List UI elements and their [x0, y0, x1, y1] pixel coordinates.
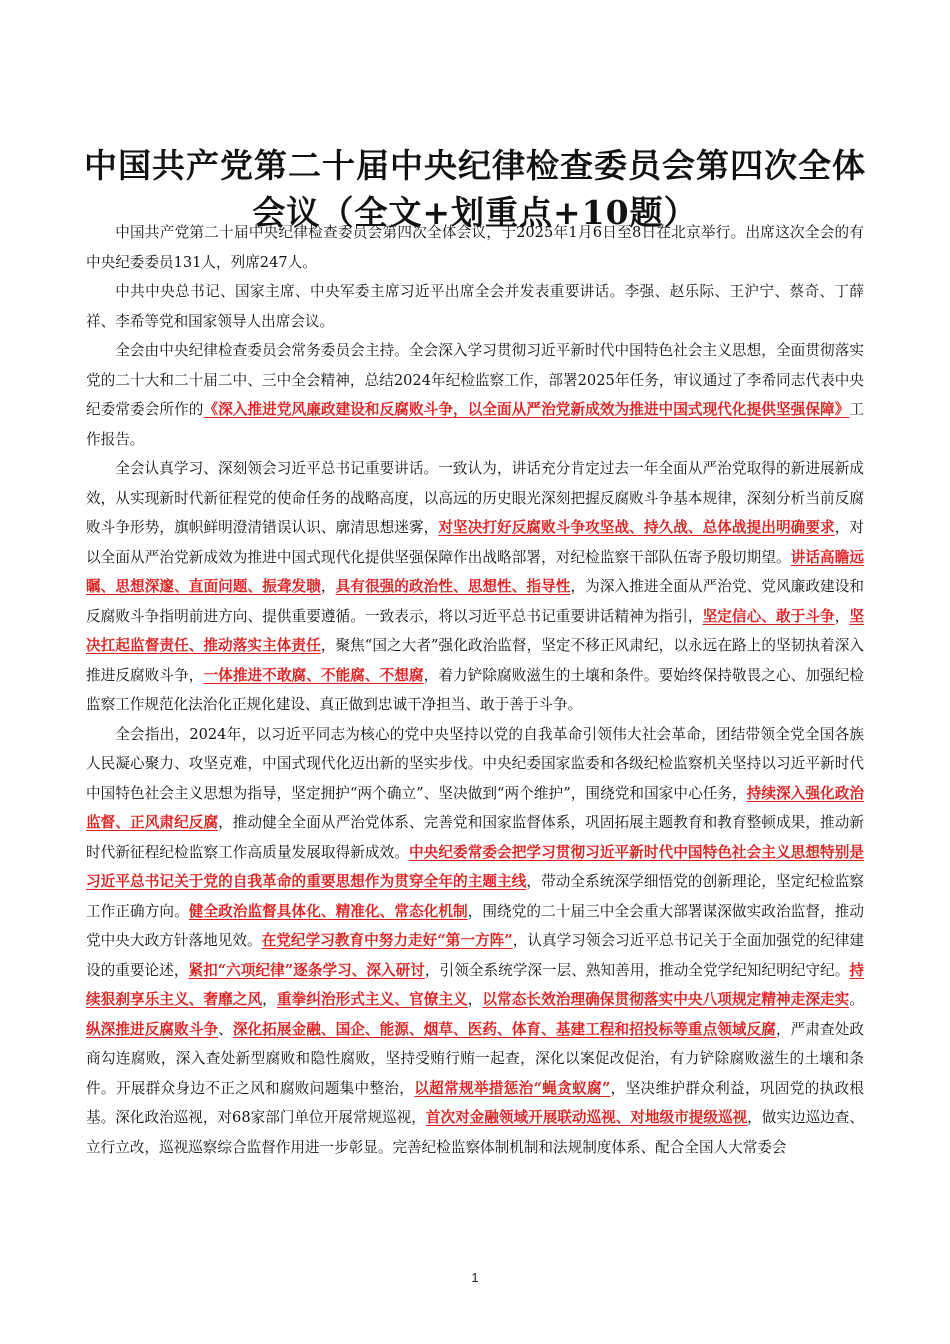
- highlighted-text: 对坚决打好反腐败斗争攻坚战、持久战、总体战提出明确要求: [438, 519, 835, 536]
- highlighted-text: 重拳纠治形式主义、官僚主义: [276, 991, 468, 1008]
- highlighted-text: 具有很强的政治性、思想性、指导性: [335, 578, 571, 595]
- paragraph-text: ，: [262, 991, 277, 1008]
- paragraph-text: 。: [849, 991, 864, 1008]
- paragraph-text: ，坚决维护群众利益，巩固党的执政根基。深化政治巡视，对68家部门单位开展常规巡视，: [86, 1079, 864, 1126]
- paragraph-3: [86, 336, 864, 454]
- page-number: 1: [471, 1270, 479, 1285]
- paragraph-text: 中共中央总书记、国家主席、中央军委主席习近平出席全会并发表重要讲话。李强、赵乐际、王沪宁、蔡奇、丁薛祥、李希等党和国家领导人出席会议。: [86, 283, 864, 330]
- highlighted-text: 深化拓展金融、国企、能源、烟草、医药、体育、基建工程和招投标等重点领域反腐: [232, 1020, 776, 1038]
- highlighted-text: 在党纪学习教育中努力走好“第一方阵”: [261, 932, 513, 949]
- paragraph-text: ，对以全面从严治党新成效为推进中国式现代化提供坚强保障作出战略部署，对纪检监察干部队伍寄予殷切期望。: [86, 519, 864, 566]
- paragraph-text: ，带动全系统深学细悟党的创新理论，坚定纪检监察工作正确方向。: [86, 873, 864, 920]
- paragraph-text: ，: [834, 607, 850, 625]
- paragraph-text: ，严肃查处政商勾连腐败，深入查处新型腐败和隐性腐败，坚持受贿行贿一起查，深化以案促改促治，有力铲除腐败滋生的土壤和条件。开展群众身边不正之风和腐败问题集中整治，: [86, 1020, 864, 1097]
- paragraph-text: 全会指出，2024年，以习近平同志为核心的党中央坚持以党的自我革命引领伟大社会革命，团结带领全党全国各族人民凝心聚力、攻坚克难，中国式现代化迈出新的坚实步伐。中央纪委国家监委和各级纪检监察机关坚持以习近平新时代中国特色社会主义思想为指导，坚定拥护“两个确立”、坚决做到“两个维护”，围绕党和国家中心任务，: [86, 725, 864, 802]
- paragraph-1: [86, 218, 864, 277]
- highlighted-text: 持续狠刹享乐主义、奢靡之风: [86, 961, 864, 1008]
- paragraph-text: ，: [320, 578, 336, 595]
- paragraph-text: ，做实边巡边查、立行立改，巡视巡察综合监督作用进一步彰显。完善纪检监察体制机制和法规制度体系、配合全国人大常委会: [86, 1109, 864, 1156]
- paragraph-text: ，: [467, 991, 483, 1008]
- highlighted-text: 以超常规举措惩治“蝇贪蚁腐”: [414, 1079, 611, 1097]
- paragraph-5: [86, 720, 864, 1163]
- highlighted-text: 一体推进不敢腐、不能腐、不想腐: [203, 666, 424, 684]
- paragraph-4: [86, 454, 864, 720]
- highlighted-text: 坚决扛起监督责任、推动落实主体责任: [86, 607, 864, 654]
- highlighted-text: 以常态长效治理确保贯彻落实中央八项规定精神走深走实: [482, 991, 850, 1008]
- paragraph-text: ，聚焦“国之大者”强化政治监督，坚定不移正风肃纪，以永远在路上的坚韧执着深入推进反腐败斗争，: [86, 637, 864, 684]
- paragraph-text: ，认真学习领会习近平总书记关于全面加强党的纪律建设的重要论述，: [86, 932, 864, 979]
- paragraph-text: 中国共产党第二十届中央纪律检查委员会第四次全体会议，于2025年1月6日至8日在北京举行。出席这次全会的有中央纪委委员131人，列席247人。: [86, 224, 864, 271]
- paragraph-text: 全会认真学习、深刻领会习近平总书记重要讲话。一致认为，讲话充分肯定过去一年全面从严治党取得的新进展新成效，从实现新时代新征程党的使命任务的战略高度，以高远的历史眼光深刻把握反腐败斗争基本规律，深刻分析当前反腐败斗争形势，旗帜鲜明澄清错误认识、廓清思想迷雾，: [86, 460, 864, 536]
- highlighted-text: 《深入推进党风廉政建设和反腐败斗争，以全面从严治党新成效为推进中国式现代化提供坚强保障》: [203, 401, 850, 418]
- document-body: [86, 218, 864, 1162]
- paragraph-text: ，推动健全全面从严治党体系、完善党和国家监督体系，巩固拓展主题教育和教育整顿成果，推动新时代新征程纪检监察工作高质量发展取得新成效。: [86, 814, 864, 861]
- paragraph-2: [86, 277, 864, 336]
- highlighted-text: 持续深入强化政治监督、正风肃纪反腐: [86, 784, 864, 831]
- highlighted-text: 中央纪委常委会把学习贯彻习近平新时代中国特色社会主义思想特别是习近平总书记关于党的自我革命的重要思想作为贯穿全年的主题主线: [86, 843, 864, 890]
- paragraph-text: ，围绕党的二十届三中全会重大部署谋深做实政治监督，推动党中央大政方针落地见效。: [86, 902, 864, 949]
- document-title: 中国共产党第二十届中央纪律检查委员会第四次全体会议（全文+划重点+10题）: [84, 146, 866, 233]
- highlighted-text: 首次对金融领域开展联动巡视、对地级市提级巡视: [425, 1109, 748, 1126]
- paragraph-text: 、: [218, 1020, 233, 1038]
- highlighted-text: 坚定信心、敢于斗争: [702, 607, 835, 625]
- highlighted-text: 健全政治监督具体化、精准化、常态化机制: [188, 902, 468, 920]
- paragraph-text: 全会由中央纪律检查委员会常务委员会主持。全会深入学习贯彻习近平新时代中国特色社会主义思想，全面贯彻落实党的二十大和二十届二中、三中全会精神，总结2024年纪检监察工作，部署2025年任务，审议通过了李希同志代表中央纪委常委会所作的: [86, 342, 864, 418]
- paragraph-text: ，为深入推进全面从严治党、党风廉政建设和反腐败斗争指明前进方向、提供重要遵循。一致表示，将以习近平总书记重要讲话精神为指引，: [86, 578, 864, 625]
- highlighted-text: 纵深推进反腐败斗争: [86, 1020, 219, 1038]
- paragraph-text: ，引领全系统学深一层、熟知善用，推动全党学纪知纪明纪守纪。: [424, 961, 850, 979]
- paragraph-text: 工作报告。: [86, 401, 864, 448]
- paragraph-text: ，着力铲除腐败滋生的土壤和条件。要始终保持敬畏之心、加强纪检监察工作规范化法治化正规化建设、真正做到忠诚干净担当、敢于善于斗争。: [86, 666, 864, 713]
- highlighted-text: 紧扣“六项纪律”逐条学习、深入研讨: [188, 961, 425, 979]
- highlighted-text: 讲话高瞻远瞩、思想深邃、直面问题、振聋发聩: [86, 548, 864, 595]
